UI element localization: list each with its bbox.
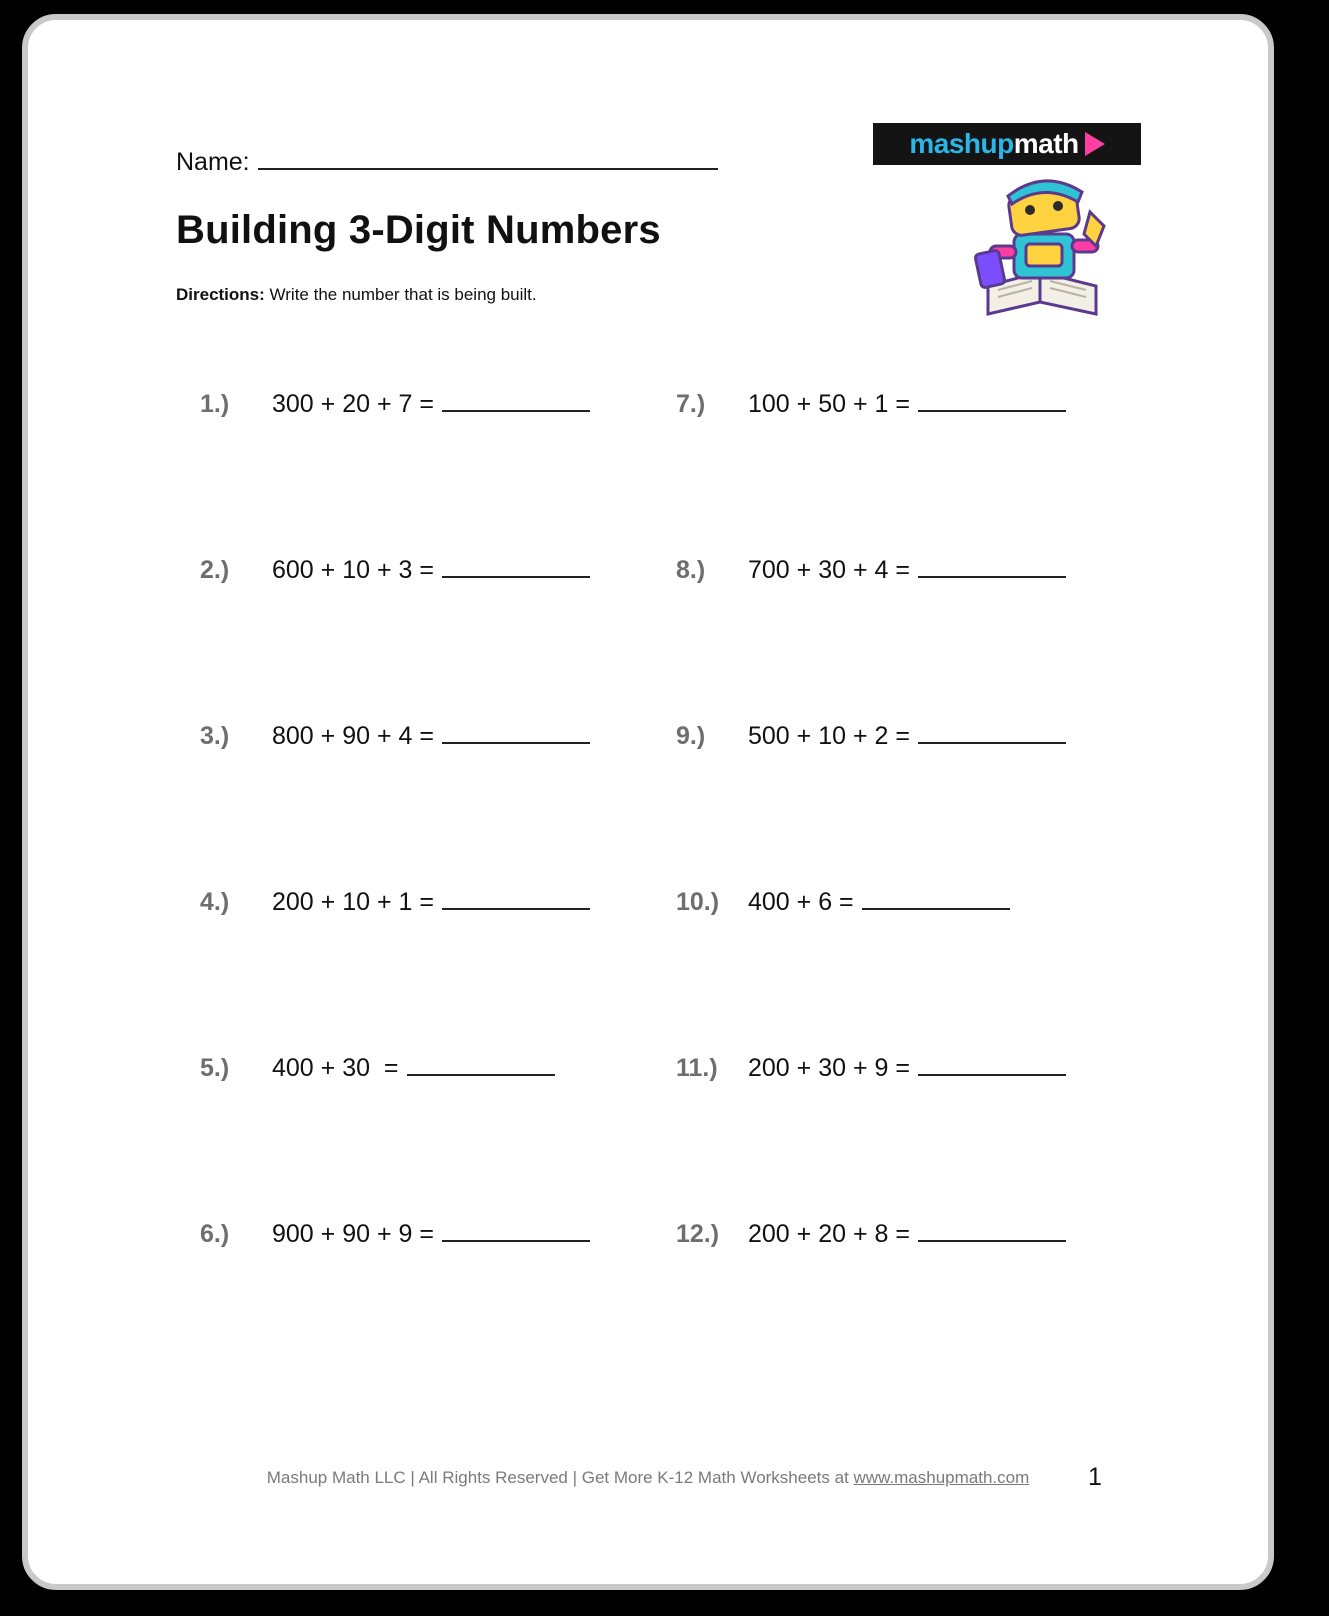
problem-number: 7.) <box>676 390 706 418</box>
name-field-row <box>176 146 718 177</box>
problem-expression: 400 + 6 = <box>748 888 854 916</box>
problem-number: 2.) <box>200 556 230 584</box>
brand-logo-mash: mashup <box>909 128 1014 159</box>
problem-row <box>178 722 1138 888</box>
page-number: 1 <box>1088 1463 1102 1491</box>
problem-row <box>178 1054 1138 1220</box>
answer-blank[interactable] <box>442 888 590 910</box>
problem-item-3 <box>200 722 590 751</box>
answer-blank[interactable] <box>442 1220 590 1242</box>
problem-number: 3.) <box>200 722 230 750</box>
name-label: Name: <box>176 148 250 176</box>
problem-number: 11.) <box>676 1054 718 1082</box>
answer-blank[interactable] <box>442 390 590 412</box>
brand-logo <box>873 123 1141 165</box>
problem-item-9 <box>676 722 1066 751</box>
name-input-line[interactable] <box>258 146 718 170</box>
problem-expression: 600 + 10 + 3 = <box>272 556 434 584</box>
problem-expression: 500 + 10 + 2 = <box>748 722 910 750</box>
problem-expression: 100 + 50 + 1 = <box>748 390 910 418</box>
problem-item-10 <box>676 888 1010 917</box>
robot-mascot-illustration <box>958 168 1128 328</box>
answer-blank[interactable] <box>918 1220 1066 1242</box>
problem-expression: 800 + 90 + 4 = <box>272 722 434 750</box>
footer-link[interactable]: www.mashupmath.com <box>853 1468 1030 1487</box>
problem-number: 4.) <box>200 888 230 916</box>
problem-number: 1.) <box>200 390 230 418</box>
problem-item-8 <box>676 556 1066 585</box>
problem-item-1 <box>200 390 590 419</box>
problem-row <box>178 390 1138 556</box>
problem-number: 6.) <box>200 1220 230 1248</box>
worksheet-sheet <box>28 20 1268 1584</box>
answer-blank[interactable] <box>442 722 590 744</box>
problem-row <box>178 556 1138 722</box>
problem-item-6 <box>200 1220 590 1249</box>
answer-blank[interactable] <box>918 722 1066 744</box>
footer-text: Mashup Math LLC | All Rights Reserved | Get More K-12 Math Worksheets at <box>266 1468 854 1487</box>
play-triangle-icon <box>1085 132 1105 156</box>
problem-item-11 <box>676 1054 1066 1083</box>
problem-item-12 <box>676 1220 1066 1249</box>
page-title: Building 3-Digit Numbers <box>176 208 661 252</box>
problem-item-2 <box>200 556 590 585</box>
answer-blank[interactable] <box>407 1054 555 1076</box>
problem-item-7 <box>676 390 1066 419</box>
worksheet-page <box>22 14 1274 1590</box>
problem-number: 9.) <box>676 722 706 750</box>
directions-text: Write the number that is being built. <box>264 285 537 304</box>
problem-number: 5.) <box>200 1054 230 1082</box>
problem-number: 8.) <box>676 556 706 584</box>
problem-expression: 300 + 20 + 7 = <box>272 390 434 418</box>
footer <box>28 1468 1268 1488</box>
directions <box>176 285 537 305</box>
problem-item-4 <box>200 888 590 917</box>
answer-blank[interactable] <box>918 390 1066 412</box>
answer-blank[interactable] <box>862 888 1010 910</box>
directions-label: Directions: <box>176 285 265 304</box>
problem-expression: 400 + 30 = <box>272 1054 399 1082</box>
problem-expression: 200 + 30 + 9 = <box>748 1054 910 1082</box>
problem-number: 12.) <box>676 1220 720 1248</box>
problem-expression: 700 + 30 + 4 = <box>748 556 910 584</box>
problem-expression: 200 + 20 + 8 = <box>748 1220 910 1248</box>
answer-blank[interactable] <box>442 556 590 578</box>
problem-list <box>178 390 1138 1386</box>
problem-row <box>178 1220 1138 1386</box>
answer-blank[interactable] <box>918 556 1066 578</box>
problem-item-5 <box>200 1054 555 1083</box>
problem-expression: 200 + 10 + 1 = <box>272 888 434 916</box>
problem-row <box>178 888 1138 1054</box>
answer-blank[interactable] <box>918 1054 1066 1076</box>
problem-expression: 900 + 90 + 9 = <box>272 1220 434 1248</box>
problem-number: 10.) <box>676 888 720 916</box>
brand-logo-math: math <box>1013 128 1079 159</box>
brand-logo-text <box>909 130 1078 158</box>
